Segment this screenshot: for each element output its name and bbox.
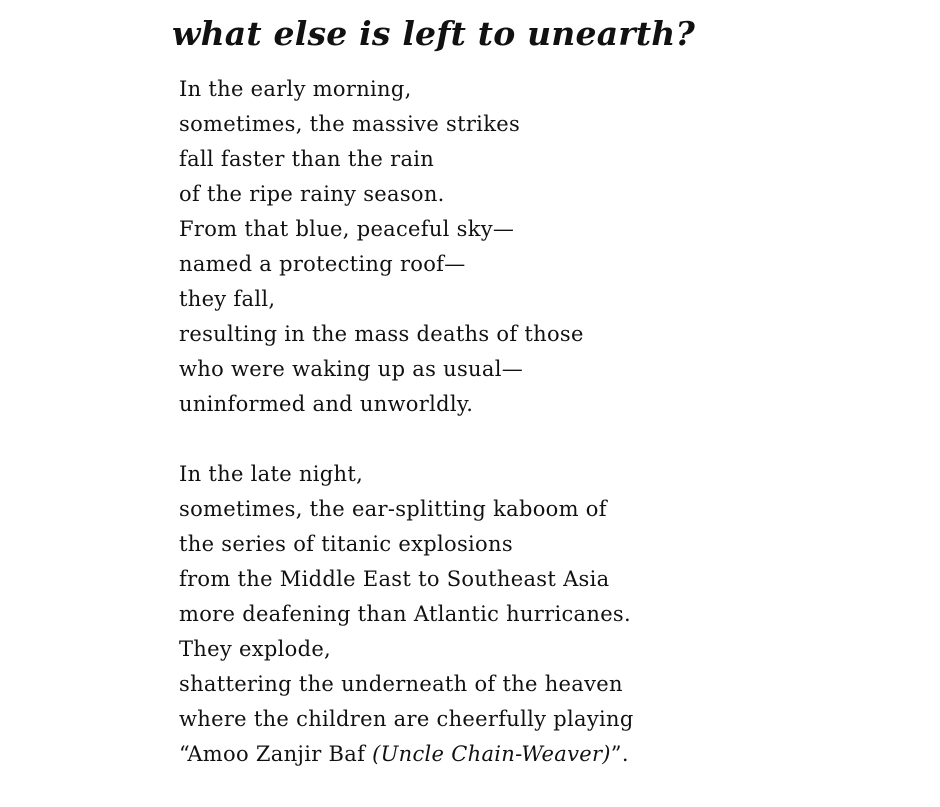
- final-line-italic: (Uncle Chain-Weaver): [372, 742, 611, 766]
- poem-line: more deafening than Atlantic hurricanes.: [179, 602, 631, 626]
- poem-line: where the children are cheerfully playing: [179, 707, 634, 731]
- poem-line: fall faster than the rain: [179, 147, 435, 171]
- poem-line: They explode,: [179, 637, 332, 661]
- poem-line-final: [179, 737, 879, 772]
- poem-title: what else is left to unearth?: [172, 14, 696, 53]
- poem-line: of the ripe rainy season.: [179, 182, 445, 206]
- poem-line: In the late night,: [179, 462, 364, 486]
- poem-line: they fall,: [179, 287, 276, 311]
- poem-line: shattering the underneath of the heaven: [179, 672, 623, 696]
- poem-line: sometimes, the ear-splitting kaboom of: [179, 497, 607, 521]
- poem-line: who were waking up as usual—: [179, 357, 524, 381]
- stanza-2: [179, 457, 879, 772]
- poem-line: the series of titanic explosions: [179, 532, 513, 556]
- final-line-prefix: “Amoo Zanjir Baf: [179, 742, 373, 766]
- poem-line: resulting in the mass deaths of those: [179, 322, 584, 346]
- poem-body: [179, 72, 879, 807]
- stanza-1: [179, 72, 879, 422]
- final-line-suffix: ”.: [610, 742, 629, 766]
- poem-line: sometimes, the massive strikes: [179, 112, 521, 136]
- poem-line: In the early morning,: [179, 77, 412, 101]
- poem-line: named a protecting roof—: [179, 252, 466, 276]
- poem-line: from the Middle East to Southeast Asia: [179, 567, 610, 591]
- poem-line: From that blue, peaceful sky—: [179, 217, 515, 241]
- poem-line: uninformed and unworldly.: [179, 392, 474, 416]
